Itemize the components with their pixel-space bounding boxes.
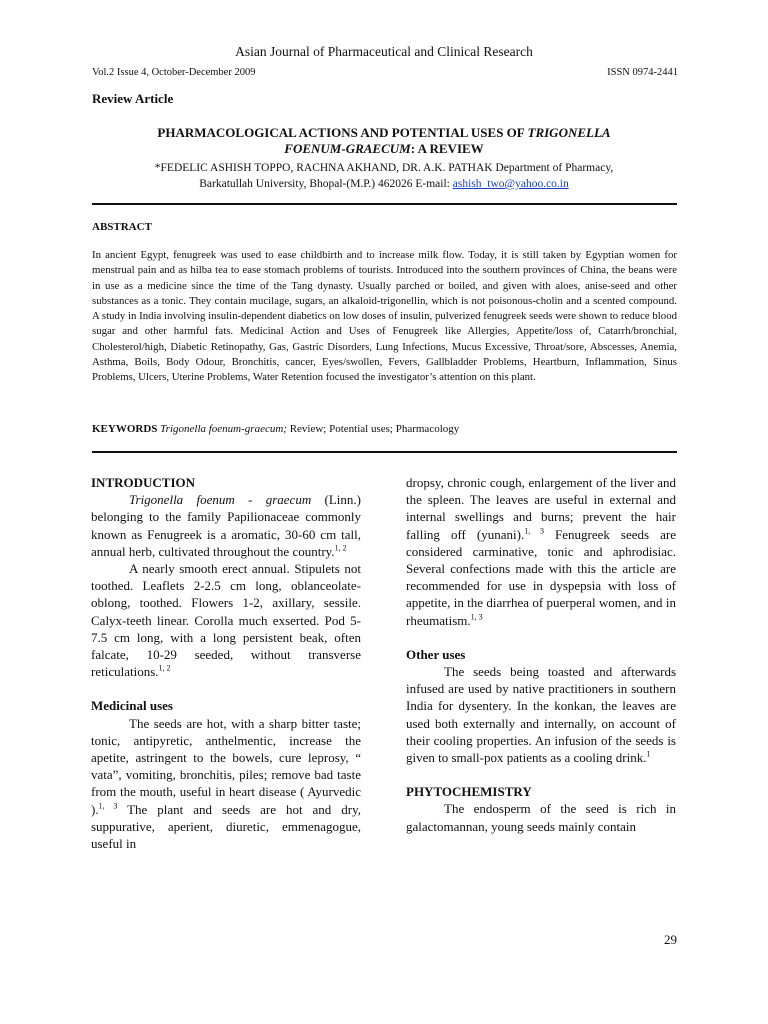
author-block — [92, 160, 676, 192]
medicinal-ref-1: 1, 3 — [98, 801, 118, 811]
authors-line1: *FEDELIC ASHISH TOPPO, RACHNA AKHAND, DR. A.K. PATHAK Department of Pharmacy, — [154, 162, 614, 174]
phytochemistry-paragraph: The endosperm of the seed is rich in galactomannan, young seeds mainly contain — [406, 801, 676, 834]
keywords-rest: Review; Potential uses; Pharmacology — [286, 423, 460, 435]
medicinal-heading: Medicinal uses — [91, 698, 173, 714]
abstract-text: In ancient Egypt, fenugreek was used to ease childbirth and to increase milk flow. Today, it is still taken by Egyptian women for menstrual pain and as hilba tea to ease stomach problems of tourists. Introduced into the southern provinces of China, the beans were in use as a medicine since the time of the Tang dynasty. Usually parched or boiled, and given with aloes, anise-seed and other substances as a tonic. They contain mucilage, sugars, an alkaloid-trigonellin, which is not poisonous-cholin and a scented compound. A study in India involving insulin-dependent diabetics on low doses of insulin, pulverized fenugreek seeds were shown to reduce blood sugar and other harmful fats. Medicinal Action and Uses of Fenugreek like Allergies, Appetite/loss of, Catarrh/bronchial, Cholesterol/high, Diabetic Retinopathy, Gas, Gastric Disorders, Lung Infections, Mucus Excessive, Throat/sore, Abscesses, Anemia, Asthma, Boils, Body Odour, Bronchitis, cancer, Eyes/swollen, Fevers, Gallbladder Problems, Heartburn, Inflammation, Sinus Problems, Ulcers, Uterine Problems, Water Retention focused the investigator’s attention on this plant. — [92, 249, 677, 384]
intro-paragraph-2 — [91, 560, 361, 680]
intro-heading: INTRODUCTION — [91, 475, 196, 490]
medicinal-text-2: The plant and seeds are hot and dry, suppurative, aperient, diuretic, emmenagogue, useful in — [91, 801, 362, 852]
intro-p2-ref: 1, 2 — [158, 663, 171, 673]
medicinal-text-1: The seeds are hot, with a sharp bitter taste; tonic, antipyretic, anthelmentic, increase the apetite, astringent to the bowels, cure leprosy, “ vata”, vomiting, bronchitis, piles; remove bad taste from the mouth, useful in heart disease ( Ayurvedic ). — [91, 715, 361, 817]
authors-affiliation: Barkatullah University, Bhopal-(M.P.) 462026 E-mail: — [199, 178, 453, 190]
keywords-species: Trigonella foenum-graecum; — [160, 423, 287, 435]
page-number: 29 — [664, 932, 677, 947]
other-uses-ref: 1 — [646, 749, 651, 759]
phytochemistry-heading: PHYTOCHEMISTRY — [406, 784, 532, 800]
column-right — [406, 474, 676, 835]
title-species-line2: FOENUM-GRAECUM — [284, 141, 411, 156]
article-title — [92, 125, 676, 157]
medicinal-paragraph-start — [91, 715, 361, 853]
keywords-label: KEYWORDS — [92, 423, 158, 435]
divider-bottom — [92, 451, 677, 453]
intro-paragraph-1 — [91, 491, 361, 560]
divider-top — [92, 203, 677, 205]
title-part1: PHARMACOLOGICAL ACTIONS AND POTENTIAL USES OF — [157, 125, 528, 140]
keywords — [92, 423, 459, 435]
issn: ISSN 0974-2441 — [607, 67, 678, 78]
intro-p1-ref: 1, 2 — [334, 543, 347, 553]
medicinal-ref-3: 1, 3 — [470, 612, 483, 622]
medicinal-text-3: Fenugreek seeds are considered carminative, tonic and aphrodisiac. Several confections made with this the article are recommended for use in dyspepsia with loss of appetite, in the diarrhea of puerperal women, and in rheumatism. — [406, 526, 676, 628]
medicinal-text-2-continued: dropsy, chronic cough, enlargement of the liver and the spleen. The leaves are useful in external and internal swellings and burns; prevent the hair falling off (yunani). — [406, 475, 676, 542]
author-email-link[interactable]: ashish_two@yahoo.co.in — [452, 178, 569, 190]
medicinal-ref-2: 1, 3 — [524, 526, 544, 536]
volume-info: Vol.2 Issue 4, October-December 2009 — [92, 67, 256, 78]
other-uses-paragraph — [406, 663, 676, 766]
title-species-line1: TRIGONELLA — [527, 125, 611, 140]
journal-name: Asian Journal of Pharmaceutical and Clinical Research — [235, 44, 533, 59]
article-type: Review Article — [92, 91, 174, 106]
medicinal-paragraph-continued — [406, 474, 676, 629]
other-uses-heading: Other uses — [406, 646, 466, 662]
intro-p1-text: (Linn.) belonging to the family Papilionaceae commonly known as Fenugreek is a aromatic, 30-60 cm tall, annual herb, cultivated throughout the country. — [91, 492, 361, 559]
other-uses-text: The seeds being toasted and afterwards infused are used by native practitioners in southern India for dysentery. In the konkan, the leaves are used both externally and internally, on account of their cooling properties. An infusion of the seeds is given to small-pox patients as a cooling drink. — [406, 664, 676, 766]
intro-species: Trigonella foenum - graecum — [129, 492, 312, 508]
title-part2: : A REVIEW — [410, 141, 484, 156]
abstract-heading: ABSTRACT — [92, 221, 152, 233]
intro-p2-text: A nearly smooth erect annual. Stipulets not toothed. Leaflets 2-2.5 cm long, oblanceolate-oblong, toothed. Flowers 1-2, axillary, sessile. Calyx-teeth linear. Corolla much exserted. Pod 5-7.5 cm long, with a long persistent beak, often falcate, 10-29 seeded, without transverse reticulations. — [91, 561, 361, 680]
column-left — [91, 474, 361, 852]
